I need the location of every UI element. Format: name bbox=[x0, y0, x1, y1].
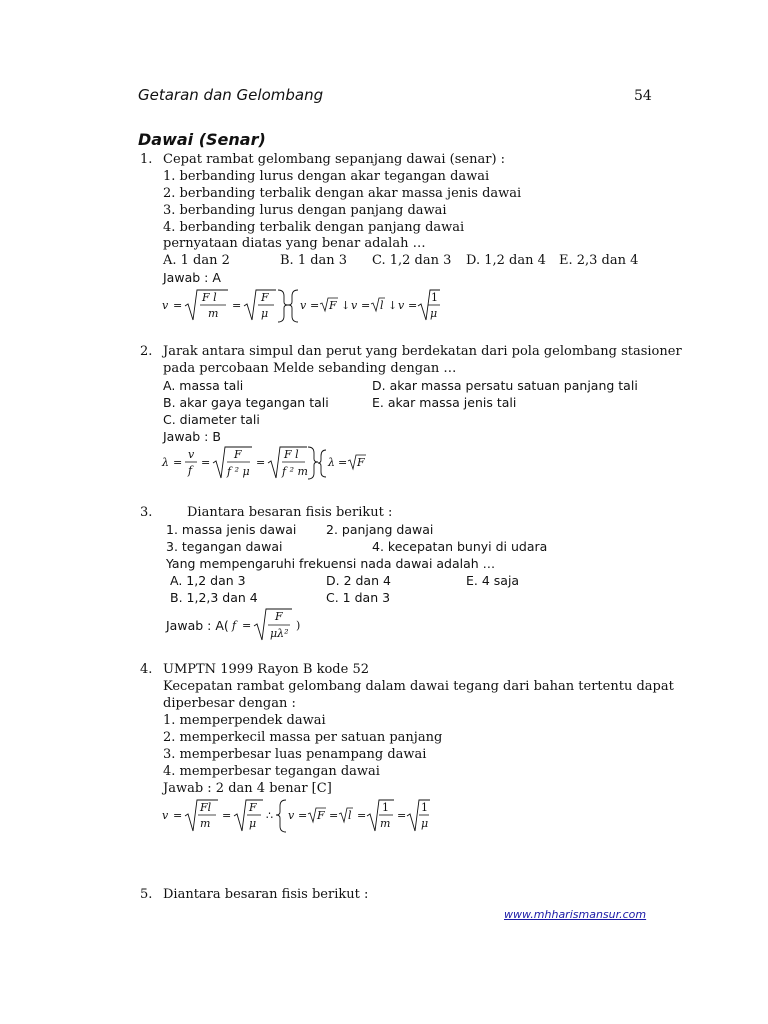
svg-text:F l: F l bbox=[202, 291, 217, 304]
q4-formula bbox=[160, 795, 430, 837]
section-title: Dawai (Senar) bbox=[138, 130, 266, 149]
svg-text:=: = bbox=[397, 809, 407, 822]
q4-item-4: 4. memperbesar tegangan dawai bbox=[163, 764, 380, 779]
svg-text:m: m bbox=[208, 307, 219, 320]
svg-text:λ: λ bbox=[162, 456, 169, 469]
svg-text:f: f bbox=[232, 619, 237, 632]
svg-text:↓: ↓ bbox=[388, 299, 398, 312]
q3-stem: Diantara besaran fisis berikut : bbox=[187, 505, 393, 520]
svg-text:v: v bbox=[162, 299, 169, 312]
svg-text:F l: F l bbox=[284, 448, 299, 461]
svg-text:f: f bbox=[188, 464, 193, 477]
svg-text:F: F bbox=[357, 456, 365, 469]
svg-text:=: = bbox=[329, 809, 339, 822]
q2-option-e: E. akar massa jenis tali bbox=[372, 395, 517, 410]
svg-text:=: = bbox=[357, 809, 367, 822]
svg-text:1: 1 bbox=[382, 801, 389, 814]
q4-answer: Jawab : 2 dan 4 benar [C] bbox=[163, 781, 332, 796]
q3-prompt: Yang mempengaruhi frekuensi nada dawai adalah … bbox=[166, 556, 496, 571]
svg-text:m: m bbox=[200, 817, 211, 830]
q4-source: UMPTN 1999 Rayon B kode 52 bbox=[163, 662, 370, 677]
q1-item-2: 2. berbanding terbalik dengan akar massa jenis dawai bbox=[163, 186, 522, 201]
q3-answer: Jawab : A( bbox=[166, 618, 229, 633]
svg-text:F: F bbox=[317, 809, 325, 822]
svg-text:μ: μ bbox=[430, 307, 438, 320]
svg-text:Fl: Fl bbox=[200, 801, 212, 814]
svg-text:=: = bbox=[232, 299, 242, 312]
q2-stem-line-2: pada percobaan Melde sebanding dengan … bbox=[163, 361, 457, 376]
q4-stem-line-1: Kecepatan rambat gelombang dalam dawai tegang dari bahan tertentu dapat bbox=[163, 679, 674, 694]
svg-text:μλ²: μλ² bbox=[270, 627, 289, 640]
svg-text:F: F bbox=[261, 291, 269, 304]
svg-text:=: = bbox=[222, 809, 232, 822]
svg-text:=: = bbox=[408, 299, 418, 312]
q3-item-4: 4. kecepatan bunyi di udara bbox=[372, 539, 548, 554]
svg-text:=: = bbox=[173, 299, 183, 312]
q3-option-e: E. 4 saja bbox=[466, 573, 520, 588]
q4-item-3: 3. memperbesar luas penampang dawai bbox=[163, 747, 427, 762]
q4-stem-line-2: diperbesar dengan : bbox=[163, 696, 296, 711]
svg-text:=: = bbox=[256, 456, 266, 469]
q4-item-2: 2. memperkecil massa per satuan panjang bbox=[163, 730, 443, 745]
q1-option-b: B. 1 dan 3 bbox=[280, 253, 348, 268]
q1-option-a: A. 1 dan 2 bbox=[163, 253, 230, 268]
q3-option-c: C. 1 dan 3 bbox=[326, 590, 391, 605]
svg-text:∴: ∴ bbox=[266, 809, 273, 822]
svg-text:v: v bbox=[162, 809, 169, 822]
q1-item-3: 3. berbanding lurus dengan panjang dawai bbox=[163, 203, 447, 218]
svg-text:↓: ↓ bbox=[341, 299, 351, 312]
q3-option-d: D. 2 dan 4 bbox=[326, 573, 391, 588]
q1-item-1: 1. berbanding lurus dengan akar tegangan dawai bbox=[163, 169, 490, 184]
q1-option-e: E. 2,3 dan 4 bbox=[559, 253, 639, 268]
q1-formula bbox=[160, 284, 440, 326]
q2-option-a: A. massa tali bbox=[163, 378, 244, 393]
svg-text:F: F bbox=[275, 610, 283, 623]
svg-text:F: F bbox=[329, 299, 337, 312]
q2-option-b: B. akar gaya tegangan tali bbox=[163, 395, 329, 410]
header-title: Getaran dan Gelombang bbox=[138, 86, 324, 104]
q4-number: 4. bbox=[140, 662, 153, 677]
q4-item-1: 1. memperpendek dawai bbox=[163, 713, 326, 728]
q1-item-4: 4. berbanding terbalik dengan panjang dawai bbox=[163, 220, 465, 235]
q1-prompt: pernyataan diatas yang benar adalah … bbox=[163, 236, 426, 251]
svg-text:=: = bbox=[201, 456, 211, 469]
footer-website-link[interactable]: www.mhharismansur.com bbox=[504, 908, 647, 921]
q1-stem: Cepat rambat gelombang sepanjang dawai (senar) : bbox=[163, 152, 506, 167]
svg-text:=: = bbox=[338, 456, 348, 469]
svg-text:=: = bbox=[173, 456, 183, 469]
svg-text:μ: μ bbox=[261, 307, 269, 320]
q3-item-3: 3. tegangan dawai bbox=[166, 539, 283, 554]
q2-option-d: D. akar massa persatu satuan panjang tali bbox=[372, 378, 638, 393]
svg-text:F: F bbox=[234, 448, 242, 461]
q2-number: 2. bbox=[140, 344, 153, 359]
svg-text:1: 1 bbox=[431, 291, 438, 304]
q5-stem: Diantara besaran fisis berikut : bbox=[163, 887, 369, 902]
svg-text:μ: μ bbox=[249, 817, 257, 830]
svg-text:λ: λ bbox=[328, 456, 335, 469]
q3-number: 3. bbox=[140, 505, 153, 520]
page-number: 54 bbox=[634, 88, 652, 104]
q3-option-a: A. 1,2 dan 3 bbox=[170, 573, 246, 588]
svg-text:F: F bbox=[249, 801, 257, 814]
q3-formula bbox=[230, 604, 310, 642]
q3-item-1: 1. massa jenis dawai bbox=[166, 522, 297, 537]
svg-text:=: = bbox=[298, 809, 308, 822]
svg-text:m: m bbox=[380, 817, 391, 830]
svg-text:): ) bbox=[296, 619, 301, 632]
q1-option-c: C. 1,2 dan 3 bbox=[372, 253, 452, 268]
svg-text:=: = bbox=[310, 299, 320, 312]
svg-text:v: v bbox=[300, 299, 307, 312]
svg-text:v: v bbox=[188, 448, 195, 461]
q2-stem-line-1: Jarak antara simpul dan perut yang berdekatan dari pola gelombang stasioner bbox=[163, 344, 682, 359]
svg-text:v: v bbox=[398, 299, 405, 312]
q3-item-2: 2. panjang dawai bbox=[326, 522, 434, 537]
svg-text:l: l bbox=[348, 809, 352, 822]
q2-answer: Jawab : B bbox=[163, 429, 221, 444]
svg-text:μ: μ bbox=[421, 817, 429, 830]
svg-text:l: l bbox=[380, 299, 384, 312]
q1-answer: Jawab : A bbox=[163, 270, 221, 285]
q3-option-b: B. 1,2,3 dan 4 bbox=[170, 590, 258, 605]
svg-text:f ² μ: f ² μ bbox=[227, 465, 250, 478]
svg-text:=: = bbox=[361, 299, 371, 312]
svg-text:1: 1 bbox=[421, 801, 428, 814]
q1-number: 1. bbox=[140, 152, 153, 167]
svg-text:f ² m: f ² m bbox=[282, 465, 308, 478]
svg-text:=: = bbox=[242, 619, 252, 632]
q5-number: 5. bbox=[140, 887, 153, 902]
q2-formula bbox=[160, 442, 370, 484]
svg-text:v: v bbox=[288, 809, 295, 822]
q1-option-d: D. 1,2 dan 4 bbox=[466, 253, 546, 268]
svg-text:v: v bbox=[351, 299, 358, 312]
svg-text:=: = bbox=[173, 809, 183, 822]
q2-option-c: C. diameter tali bbox=[163, 412, 260, 427]
